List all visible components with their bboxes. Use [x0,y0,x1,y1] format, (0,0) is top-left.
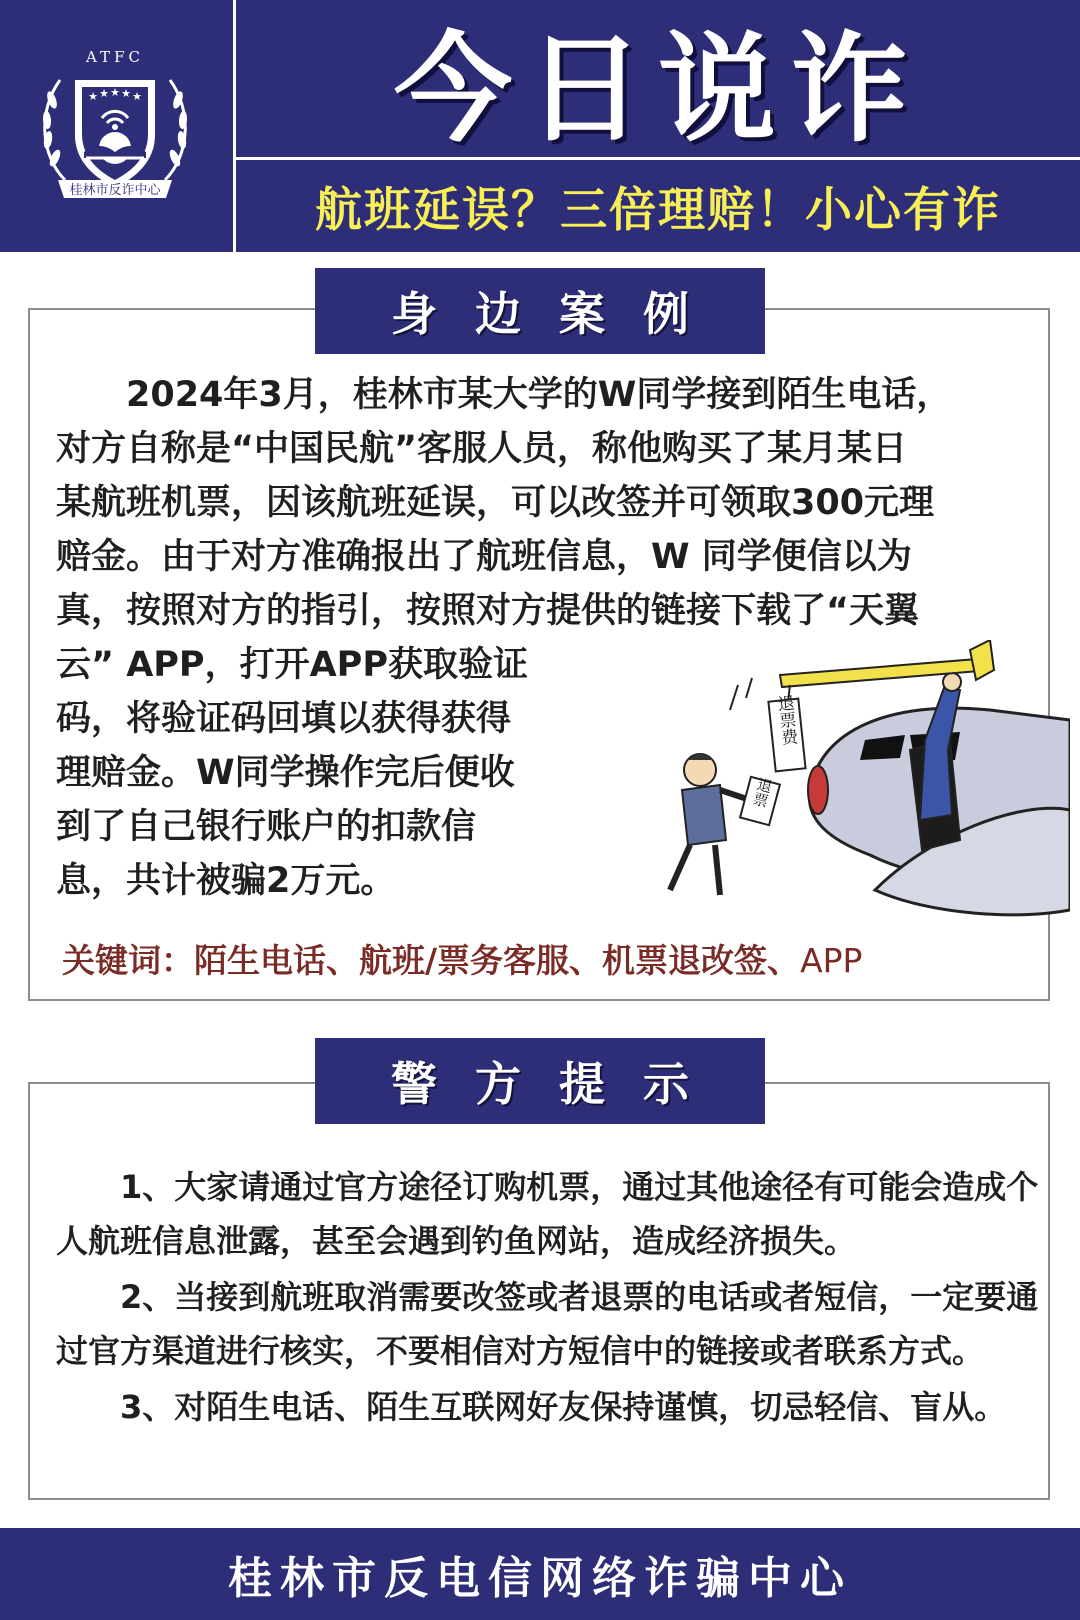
case-line: 息，共计被骗2万元。 [56,861,396,901]
case-section-label: 身边案例 [315,268,765,354]
case-line: 码，将验证码回填以获得获得 [56,699,512,739]
svg-text:★: ★ [132,90,142,103]
footer-org-name: 桂林市反电信网络诈骗中心 [228,1553,852,1604]
logo-panel [0,0,236,252]
keywords-app: APP [800,941,863,980]
svg-text:★: ★ [88,90,98,103]
header-banner [0,0,1080,252]
case-line: 到了自己银行账户的扣款信 [56,807,477,847]
case-line: 理赔金。W同学操作完后便收 [56,753,515,793]
page-subtitle: 航班延误？三倍理赔！小心有诈 [315,182,1001,238]
page-title: 今日说诈 [393,18,922,158]
atfc-emblem-logo [30,40,200,210]
case-line: 云” APP，打开APP获取验证 [56,645,528,685]
refund-scam-illustration [660,640,1070,940]
tip-item: 2、当接到航班取消需要改签或者退票的电话或者短信，一定要通过官方渠道进行核实，不要相信对方短信中的链接或者联系方式。 [56,1278,1039,1370]
subtitle-panel [236,160,1080,252]
svg-text:★: ★ [121,87,131,100]
footer-banner [0,1528,1080,1620]
logo-acronym: ATFC [86,48,144,66]
case-line: 2024年3月，桂林市某大学的W同学接到陌生电话， [56,375,952,415]
svg-text:★: ★ [110,86,120,99]
keywords-text: 关键词：陌生电话、航班/票务客服、机票退改签、 [62,941,801,980]
case-line: 某航班机票，因该航班延误，可以改签并可领取300元理 [56,483,935,523]
tips-section-label: 警方提示 [315,1038,765,1124]
tip-item: 1、大家请通过官方途径订购机票，通过其他途径有可能会造成个人航班信息泄露，甚至会遇到钓鱼网站，造成经济损失。 [56,1168,1039,1260]
svg-text:★: ★ [99,87,109,100]
title-panel [236,0,1080,160]
fee-tag-text: 退票费 [772,693,799,747]
tip-item: 3、对陌生电话、陌生互联网好友保持谨慎，切忌轻信、盲从。 [120,1388,1007,1426]
case-line: 真，按照对方的指引，按照对方提供的链接下载了“天翼 [56,591,920,631]
case-line: 对方自称是“中国民航”客服人员，称他购买了某月某日 [56,429,908,469]
logo-org-name: 桂林市反诈中心 [69,183,161,198]
case-line: 赔金。由于对方准确报出了航班信息，W 同学便信以为 [56,537,912,577]
ticket-tag-text: 退票 [749,775,775,810]
keywords-line [62,935,862,982]
police-tips [56,1160,1046,1436]
